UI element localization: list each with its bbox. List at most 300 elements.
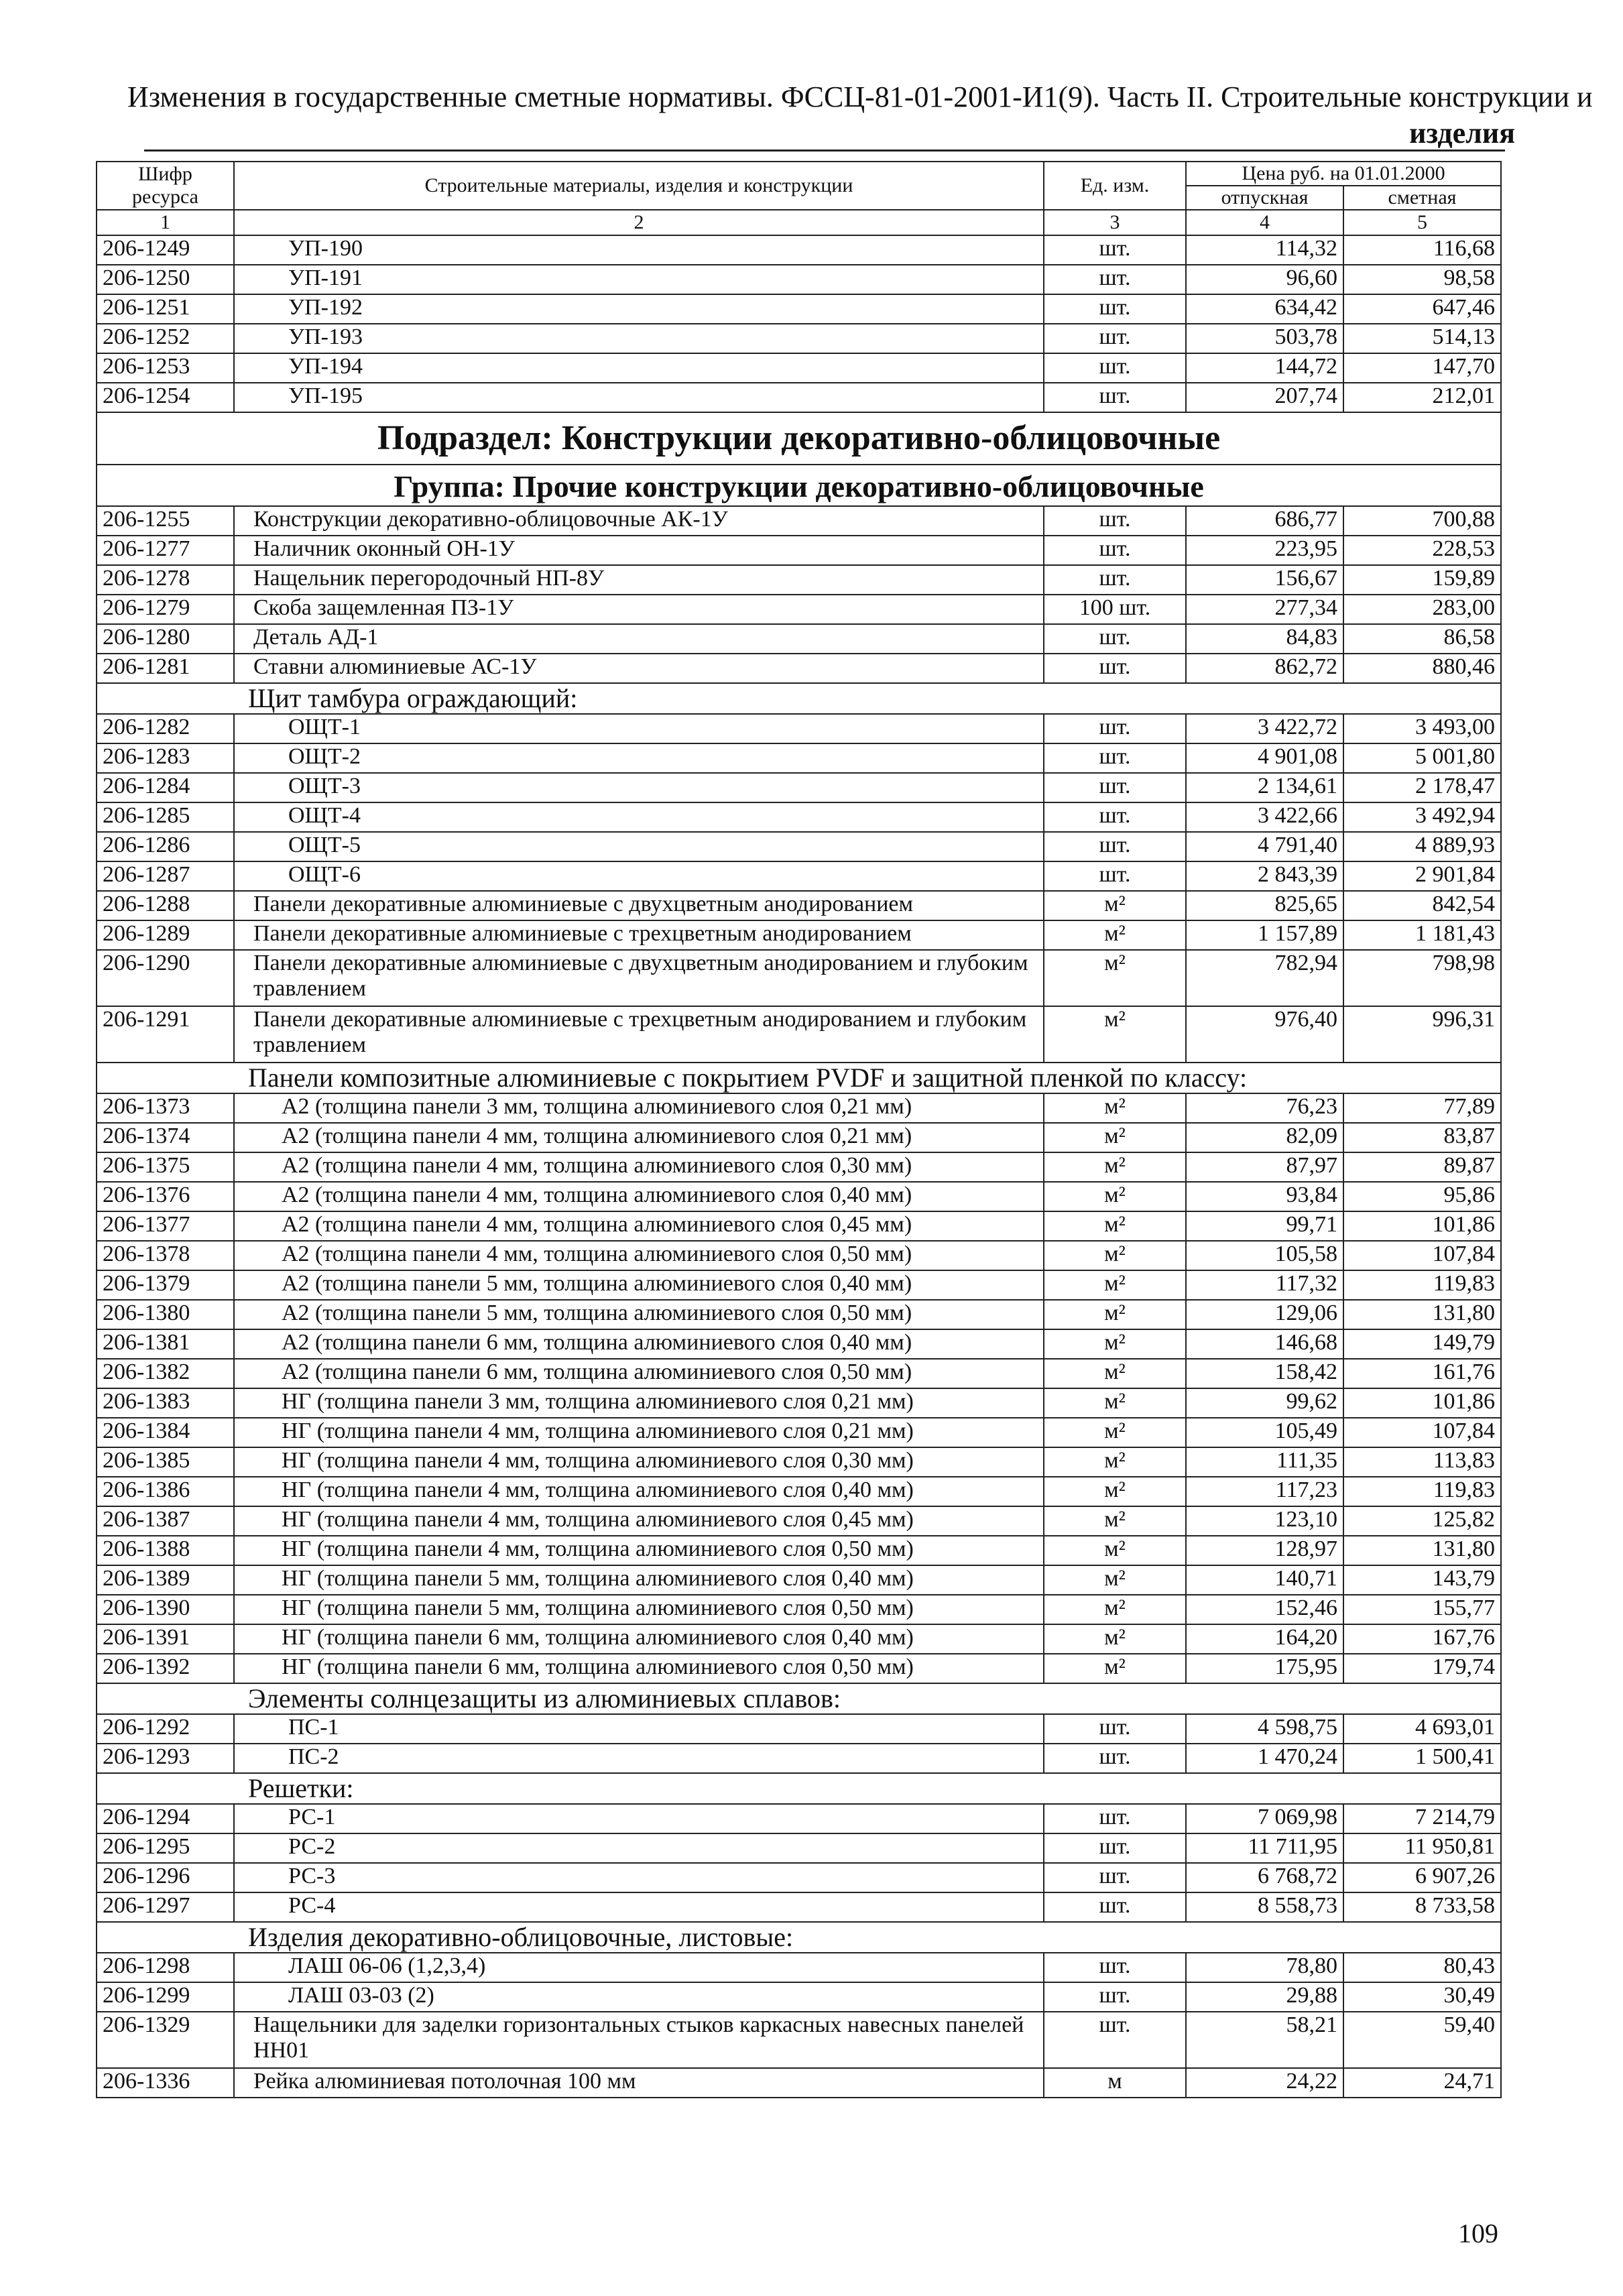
table-row [97,265,1501,294]
table-row [97,1123,1501,1152]
estimate-price: 125,82 [1343,1506,1501,1536]
resource-code: 206-1287 [97,861,234,891]
resource-code: 206-1290 [97,950,234,1006]
estimate-price: 113,83 [1343,1447,1501,1477]
resource-code: 206-1251 [97,294,234,324]
release-price: 1 157,89 [1186,920,1343,950]
subheading-title: Элементы солнцезащиты из алюминиевых сплавов: [97,1683,1501,1714]
resource-code: 206-1284 [97,773,234,802]
release-price: 123,10 [1186,1506,1343,1536]
estimate-price: 179,74 [1343,1654,1501,1683]
item-name: НГ (толщина панели 4 мм, толщина алюминиевого слоя 0,45 мм) [234,1506,1044,1536]
header-title-cont: изделия [1409,117,1515,149]
item-name: РС-4 [234,1892,1044,1922]
table-row [97,1536,1501,1565]
table-row [97,353,1501,383]
table-row [97,1982,1501,2012]
resource-code: 206-1385 [97,1447,234,1477]
resource-code: 206-1285 [97,802,234,832]
estimate-price: 159,89 [1343,565,1501,595]
item-name: Деталь АД-1 [234,624,1044,654]
resource-code: 206-1296 [97,1863,234,1892]
estimate-price: 4 693,01 [1343,1714,1501,1744]
col-number: 4 [1186,210,1343,235]
subheading-row [97,1922,1501,1953]
item-unit: шт. [1044,2012,1186,2068]
table-body [97,235,1501,2098]
item-unit: шт. [1044,1953,1186,1982]
item-unit: м² [1044,1447,1186,1477]
item-name: ПС-2 [234,1744,1044,1773]
estimate-price: 59,40 [1343,2012,1501,2068]
col-code-header: Шифр ресурса [97,162,234,210]
resource-code: 206-1388 [97,1536,234,1565]
item-unit: шт. [1044,861,1186,891]
release-price: 277,34 [1186,595,1343,624]
estimate-price: 798,98 [1343,950,1501,1006]
resource-code: 206-1382 [97,1359,234,1388]
release-price: 1 470,24 [1186,1744,1343,1773]
release-price: 117,23 [1186,1477,1343,1506]
resource-code: 206-1289 [97,920,234,950]
item-unit: 100 шт. [1044,595,1186,624]
estimate-price: 3 493,00 [1343,714,1501,743]
item-unit: м² [1044,1506,1186,1536]
col-name-header: Строительные материалы, изделия и конструкции [234,162,1044,210]
resource-code: 206-1278 [97,565,234,595]
release-price: 158,42 [1186,1359,1343,1388]
release-price: 2 843,39 [1186,861,1343,891]
subheading-row [97,683,1501,714]
resource-code: 206-1283 [97,743,234,773]
estimate-price: 842,54 [1343,891,1501,920]
item-unit: м² [1044,1182,1186,1211]
release-price: 3 422,66 [1186,802,1343,832]
estimate-price: 24,71 [1343,2068,1501,2098]
table-row [97,565,1501,595]
item-unit: м² [1044,1536,1186,1565]
resource-code: 206-1390 [97,1595,234,1624]
item-name: УП-193 [234,324,1044,353]
item-unit: шт. [1044,1744,1186,1773]
estimate-price: 147,70 [1343,353,1501,383]
resource-code: 206-1336 [97,2068,234,2098]
item-name: Панели декоративные алюминиевые с трехцветным анодированием [234,920,1044,950]
resource-code: 206-1281 [97,654,234,683]
table-row [97,950,1501,1006]
estimate-price: 30,49 [1343,1982,1501,2012]
item-unit: м² [1044,1595,1186,1624]
release-price: 146,68 [1186,1329,1343,1359]
estimate-price: 95,86 [1343,1182,1501,1211]
item-unit: шт. [1044,624,1186,654]
estimate-price: 80,43 [1343,1953,1501,1982]
estimate-price: 2 901,84 [1343,861,1501,891]
item-unit: м² [1044,920,1186,950]
estimate-price: 6 907,26 [1343,1863,1501,1892]
resource-code: 206-1249 [97,235,234,265]
estimate-price: 149,79 [1343,1329,1501,1359]
table-row [97,383,1501,412]
release-price: 24,22 [1186,2068,1343,2098]
estimate-price: 89,87 [1343,1152,1501,1182]
subheading-title: Изделия декоративно-облицовочные, листовые: [97,1922,1501,1953]
item-name: РС-1 [234,1804,1044,1833]
resource-code: 206-1373 [97,1093,234,1123]
estimate-price: 647,46 [1343,294,1501,324]
item-name: ЛАШ 06-06 (1,2,3,4) [234,1953,1044,1982]
item-unit: шт. [1044,536,1186,565]
release-price: 84,83 [1186,624,1343,654]
item-name: Панели декоративные алюминиевые с двухцветным анодированием и глубоким травлением [234,950,1044,1006]
table-row [97,920,1501,950]
subheading-row [97,1773,1501,1804]
estimate-price: 86,58 [1343,624,1501,654]
estimate-price: 167,76 [1343,1624,1501,1654]
release-price: 29,88 [1186,1982,1343,2012]
estimate-price: 107,84 [1343,1241,1501,1270]
release-price: 6 768,72 [1186,1863,1343,1892]
estimate-price: 2 178,47 [1343,773,1501,802]
item-name: ПС-1 [234,1714,1044,1744]
item-name: А2 (толщина панели 4 мм, толщина алюминиевого слоя 0,21 мм) [234,1123,1044,1152]
table-row [97,2068,1501,2098]
item-name: А2 (толщина панели 3 мм, толщина алюминиевого слоя 0,21 мм) [234,1093,1044,1123]
table-row [97,1300,1501,1329]
release-price: 129,06 [1186,1300,1343,1329]
item-name: РС-2 [234,1833,1044,1863]
item-unit: шт. [1044,265,1186,294]
col-number: 5 [1343,210,1501,235]
item-name: Нащельник перегородочный НП-8У [234,565,1044,595]
item-unit: м² [1044,950,1186,1006]
item-unit: м² [1044,1152,1186,1182]
item-unit: м² [1044,1624,1186,1654]
table-row [97,1359,1501,1388]
item-name: ОЩТ-3 [234,773,1044,802]
page-header [127,79,1593,152]
price-table [96,161,1502,2098]
item-name: Панели декоративные алюминиевые с двухцветным анодированием [234,891,1044,920]
estimate-price: 5 001,80 [1343,743,1501,773]
estimate-price: 4 889,93 [1343,832,1501,861]
table-row [97,861,1501,891]
item-name: УП-191 [234,265,1044,294]
release-price: 825,65 [1186,891,1343,920]
resource-code: 206-1298 [97,1953,234,1982]
header-rule [144,149,1505,152]
item-unit: м² [1044,1477,1186,1506]
resource-code: 206-1386 [97,1477,234,1506]
subsection-row [97,412,1501,465]
col-estimate-header: сметная [1343,186,1501,210]
item-name: НГ (толщина панели 4 мм, толщина алюминиевого слоя 0,40 мм) [234,1477,1044,1506]
release-price: 4 901,08 [1186,743,1343,773]
col-number: 3 [1044,210,1186,235]
release-price: 976,40 [1186,1006,1343,1063]
item-name: НГ (толщина панели 6 мм, толщина алюминиевого слоя 0,50 мм) [234,1654,1044,1683]
item-unit: шт. [1044,832,1186,861]
table-row [97,294,1501,324]
item-name: УП-195 [234,383,1044,412]
item-unit: шт. [1044,714,1186,743]
resource-code: 206-1291 [97,1006,234,1063]
estimate-price: 116,68 [1343,235,1501,265]
release-price: 207,74 [1186,383,1343,412]
table-row [97,1565,1501,1595]
item-unit: м² [1044,1329,1186,1359]
resource-code: 206-1384 [97,1418,234,1447]
release-price: 140,71 [1186,1565,1343,1595]
col-number: 1 [97,210,234,235]
estimate-price: 880,46 [1343,654,1501,683]
item-name: Панели декоративные алюминиевые с трехцветным анодированием и глубоким травлением [234,1006,1044,1063]
estimate-price: 107,84 [1343,1418,1501,1447]
item-unit: шт. [1044,773,1186,802]
release-price: 164,20 [1186,1624,1343,1654]
table-row [97,1329,1501,1359]
table-row [97,624,1501,654]
table-row [97,832,1501,861]
item-name: А2 (толщина панели 4 мм, толщина алюминиевого слоя 0,30 мм) [234,1152,1044,1182]
item-unit: м² [1044,1654,1186,1683]
item-name: А2 (толщина панели 4 мм, толщина алюминиевого слоя 0,45 мм) [234,1211,1044,1241]
table-row [97,1506,1501,1536]
page-number: 109 [1458,2218,1498,2248]
release-price: 96,60 [1186,265,1343,294]
release-price: 782,94 [1186,950,1343,1006]
table-row [97,1477,1501,1506]
estimate-price: 155,77 [1343,1595,1501,1624]
release-price: 117,32 [1186,1270,1343,1300]
table-row [97,1863,1501,1892]
item-name: НГ (толщина панели 5 мм, толщина алюминиевого слоя 0,40 мм) [234,1565,1044,1595]
resource-code: 206-1389 [97,1565,234,1595]
release-price: 686,77 [1186,506,1343,536]
estimate-price: 101,86 [1343,1211,1501,1241]
item-unit: шт. [1044,743,1186,773]
item-name: Наличник оконный ОН-1У [234,536,1044,565]
item-name: НГ (толщина панели 4 мм, толщина алюминиевого слоя 0,50 мм) [234,1536,1044,1565]
release-price: 2 134,61 [1186,773,1343,802]
estimate-price: 131,80 [1343,1536,1501,1565]
release-price: 93,84 [1186,1182,1343,1211]
estimate-price: 7 214,79 [1343,1804,1501,1833]
resource-code: 206-1279 [97,595,234,624]
estimate-price: 1 181,43 [1343,920,1501,950]
release-price: 156,67 [1186,565,1343,595]
item-name: Скоба защемленная ПЗ-1У [234,595,1044,624]
item-name: НГ (толщина панели 4 мм, толщина алюминиевого слоя 0,30 мм) [234,1447,1044,1477]
estimate-price: 143,79 [1343,1565,1501,1595]
item-unit: шт. [1044,383,1186,412]
estimate-price: 119,83 [1343,1477,1501,1506]
resource-code: 206-1282 [97,714,234,743]
release-price: 7 069,98 [1186,1804,1343,1833]
col-unit-header: Ед. изм. [1044,162,1186,210]
subheading-title: Панели композитные алюминиевые с покрытием PVDF и защитной пленкой по классу: [97,1063,1501,1093]
item-unit: м² [1044,1359,1186,1388]
item-name: А2 (толщина панели 6 мм, толщина алюминиевого слоя 0,50 мм) [234,1359,1044,1388]
table-row [97,802,1501,832]
table-row [97,2012,1501,2068]
resource-code: 206-1288 [97,891,234,920]
resource-code: 206-1387 [97,1506,234,1536]
item-name: А2 (толщина панели 5 мм, толщина алюминиевого слоя 0,40 мм) [234,1270,1044,1300]
release-price: 82,09 [1186,1123,1343,1152]
resource-code: 206-1253 [97,353,234,383]
item-unit: шт. [1044,1714,1186,1744]
item-name: Нащельники для заделки горизонтальных стыков каркасных навесных панелей НН01 [234,2012,1044,2068]
col-number: 2 [234,210,1044,235]
table-row [97,1182,1501,1211]
table-row [97,324,1501,353]
resource-code: 206-1297 [97,1892,234,1922]
resource-code: 206-1392 [97,1654,234,1683]
item-unit: шт. [1044,506,1186,536]
item-name: НГ (толщина панели 6 мм, толщина алюминиевого слоя 0,40 мм) [234,1624,1044,1654]
estimate-price: 996,31 [1343,1006,1501,1063]
item-name: ЛАШ 03-03 (2) [234,1982,1044,2012]
item-name: Конструкции декоративно-облицовочные АК-1У [234,506,1044,536]
item-name: Ставни алюминиевые АС-1У [234,654,1044,683]
estimate-price: 8 733,58 [1343,1892,1501,1922]
release-price: 634,42 [1186,294,1343,324]
estimate-price: 83,87 [1343,1123,1501,1152]
estimate-price: 514,13 [1343,324,1501,353]
item-name: ОЩТ-1 [234,714,1044,743]
subsection-title: Подраздел: Конструкции декоративно-облицовочные [97,412,1501,465]
item-unit: м² [1044,1565,1186,1595]
table-row [97,1714,1501,1744]
item-unit: м² [1044,1300,1186,1329]
item-unit: шт. [1044,1804,1186,1833]
item-unit: м² [1044,891,1186,920]
release-price: 175,95 [1186,1654,1343,1683]
item-unit: шт. [1044,565,1186,595]
item-name: А2 (толщина панели 6 мм, толщина алюминиевого слоя 0,40 мм) [234,1329,1044,1359]
subheading-title: Щит тамбура ограждающий: [97,683,1501,714]
release-price: 223,95 [1186,536,1343,565]
resource-code: 206-1286 [97,832,234,861]
table-row [97,1595,1501,1624]
release-price: 76,23 [1186,1093,1343,1123]
item-name: ОЩТ-4 [234,802,1044,832]
resource-code: 206-1254 [97,383,234,412]
item-unit: шт. [1044,654,1186,683]
resource-code: 206-1380 [97,1300,234,1329]
estimate-price: 212,01 [1343,383,1501,412]
table-row [97,1892,1501,1922]
group-row [97,465,1501,506]
table-row [97,506,1501,536]
table-row [97,1953,1501,1982]
table-row [97,595,1501,624]
release-price: 152,46 [1186,1595,1343,1624]
release-price: 862,72 [1186,654,1343,683]
resource-code: 206-1391 [97,1624,234,1654]
release-price: 128,97 [1186,1536,1343,1565]
release-price: 99,62 [1186,1388,1343,1418]
item-name: НГ (толщина панели 4 мм, толщина алюминиевого слоя 0,21 мм) [234,1418,1044,1447]
item-unit: шт. [1044,324,1186,353]
release-price: 111,35 [1186,1447,1343,1477]
item-name: УП-194 [234,353,1044,383]
item-unit: шт. [1044,235,1186,265]
release-price: 87,97 [1186,1152,1343,1182]
table-row [97,1624,1501,1654]
item-unit: м² [1044,1270,1186,1300]
resource-code: 206-1293 [97,1744,234,1773]
item-unit: м² [1044,1123,1186,1152]
table-row [97,1447,1501,1477]
table-row [97,1388,1501,1418]
resource-code: 206-1379 [97,1270,234,1300]
table-row [97,654,1501,683]
col-price-header: Цена руб. на 01.01.2000 [1186,162,1501,186]
release-price: 58,21 [1186,2012,1343,2068]
release-price: 99,71 [1186,1211,1343,1241]
release-price: 105,58 [1186,1241,1343,1270]
resource-code: 206-1299 [97,1982,234,2012]
item-name: УП-192 [234,294,1044,324]
resource-code: 206-1376 [97,1182,234,1211]
table-row [97,1418,1501,1447]
item-unit: шт. [1044,1863,1186,1892]
table-row [97,1804,1501,1833]
table-row [97,773,1501,802]
resource-code: 206-1383 [97,1388,234,1418]
group-title: Группа: Прочие конструкции декоративно-облицовочные [97,465,1501,506]
table-row [97,743,1501,773]
item-unit: шт. [1044,294,1186,324]
col-release-header: отпускная [1186,186,1343,210]
header-title: Изменения в государственные сметные нормативы. ФССЦ-81-01-2001-И1(9). Часть II. Строительные конструкции и [127,80,1593,113]
release-price: 8 558,73 [1186,1892,1343,1922]
table-row [97,1270,1501,1300]
estimate-price: 119,83 [1343,1270,1501,1300]
resource-code: 206-1374 [97,1123,234,1152]
subheading-row [97,1063,1501,1093]
table-row [97,891,1501,920]
resource-code: 206-1252 [97,324,234,353]
table-row [97,1744,1501,1773]
resource-code: 206-1292 [97,1714,234,1744]
release-price: 144,72 [1186,353,1343,383]
resource-code: 206-1381 [97,1329,234,1359]
release-price: 114,32 [1186,235,1343,265]
release-price: 3 422,72 [1186,714,1343,743]
estimate-price: 1 500,41 [1343,1744,1501,1773]
release-price: 11 711,95 [1186,1833,1343,1863]
item-unit: шт. [1044,1892,1186,1922]
subheading-row [97,1683,1501,1714]
item-name: А2 (толщина панели 4 мм, толщина алюминиевого слоя 0,40 мм) [234,1182,1044,1211]
resource-code: 206-1295 [97,1833,234,1863]
estimate-price: 3 492,94 [1343,802,1501,832]
resource-code: 206-1375 [97,1152,234,1182]
estimate-price: 228,53 [1343,536,1501,565]
item-unit: м² [1044,1093,1186,1123]
resource-code: 206-1294 [97,1804,234,1833]
item-unit: шт. [1044,802,1186,832]
estimate-price: 11 950,81 [1343,1833,1501,1863]
resource-code: 206-1277 [97,536,234,565]
item-unit: шт. [1044,353,1186,383]
item-unit: м² [1044,1388,1186,1418]
release-price: 4 598,75 [1186,1714,1343,1744]
item-unit: м [1044,2068,1186,2098]
